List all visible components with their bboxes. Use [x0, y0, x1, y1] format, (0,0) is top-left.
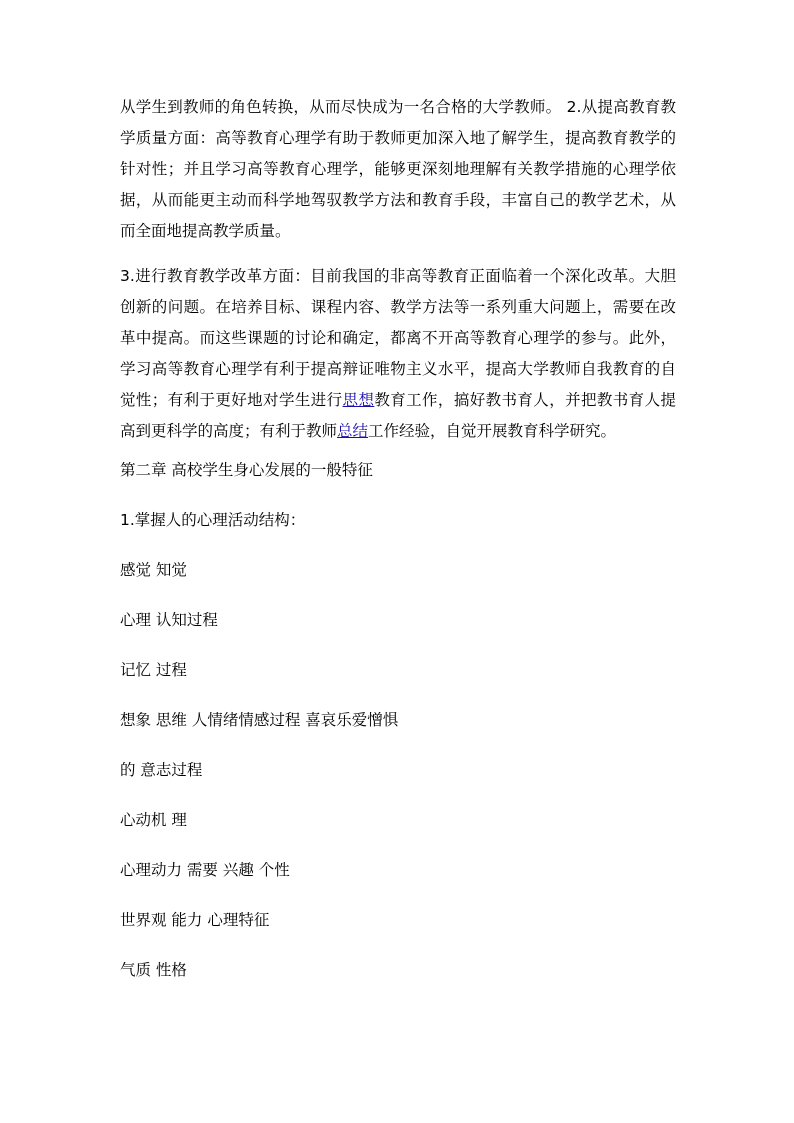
paragraph-text-segment: 3.进行教育教学改革方面：目前我国的非高等教育正面临着一个深化改革。大胆创新的问题。在培养目标、课程内容、教学方法等一系列重大问题上，需要在改革中提高。而这些课题的讨论和确定，都离不开高等教育心理学的参与。此外，学习高等教育心理学有利于提高辩证唯物主义水平，提高大学教师自我教育的自觉性；有利于更好地对学生进行 [120, 267, 676, 409]
spacer [120, 731, 676, 759]
paragraph-text-segment: 教育工作，搞好教书育人，并把教书育人提高到更科学的高度；有利于教师 [120, 391, 676, 440]
paragraph-role-and-teaching-quality: 从学生到教师的角色转换，从而尽快成为一名合格的大学教师。 2.从提高教育教学质量方面：高等教育心理学有助于教师更加深入地了解学生，提高教育教学的针对性；并且学习高等教育心理学，能够更深刻地理解有关教学措施的心理学依据，从而能更主动而科学地驾驭教学方法和教育手段，丰富自己的教学艺术，从而全面地提高教学质量。 [120, 98, 676, 240]
paragraph-text-segment: 工作经验，自觉开展教育科学研究。 [368, 422, 617, 440]
section-item: 1.掌握人的心理活动结构： [120, 511, 306, 529]
link-sixiang[interactable]: 思想 [342, 391, 375, 409]
spacer [120, 881, 676, 909]
structure-line: 气质 性格 [120, 961, 187, 979]
structure-line: 想象 思维 人情绪情感过程 喜哀乐爱憎惧 [120, 711, 399, 729]
spacer [120, 681, 676, 709]
paragraph-education-reform [120, 261, 676, 447]
spacer [120, 931, 676, 959]
structure-line: 感觉 知觉 [120, 561, 187, 579]
document-body [120, 92, 676, 981]
spacer [120, 631, 676, 659]
structure-line: 世界观 能力 心理特征 [120, 911, 270, 929]
structure-line: 的 意志过程 [120, 761, 203, 779]
spacer [120, 531, 676, 559]
spacer [120, 481, 676, 509]
spacer [120, 831, 676, 859]
spacer [120, 581, 676, 609]
chapter-heading: 第二章 高校学生身心发展的一般特征 [120, 461, 373, 479]
structure-line: 记忆 过程 [120, 661, 187, 679]
link-zongjie[interactable]: 总结 [337, 422, 369, 440]
structure-line: 心理动力 需要 兴趣 个性 [120, 861, 290, 879]
spacer [120, 781, 676, 809]
structure-line: 心动机 理 [120, 811, 187, 829]
structure-line: 心理 认知过程 [120, 611, 218, 629]
